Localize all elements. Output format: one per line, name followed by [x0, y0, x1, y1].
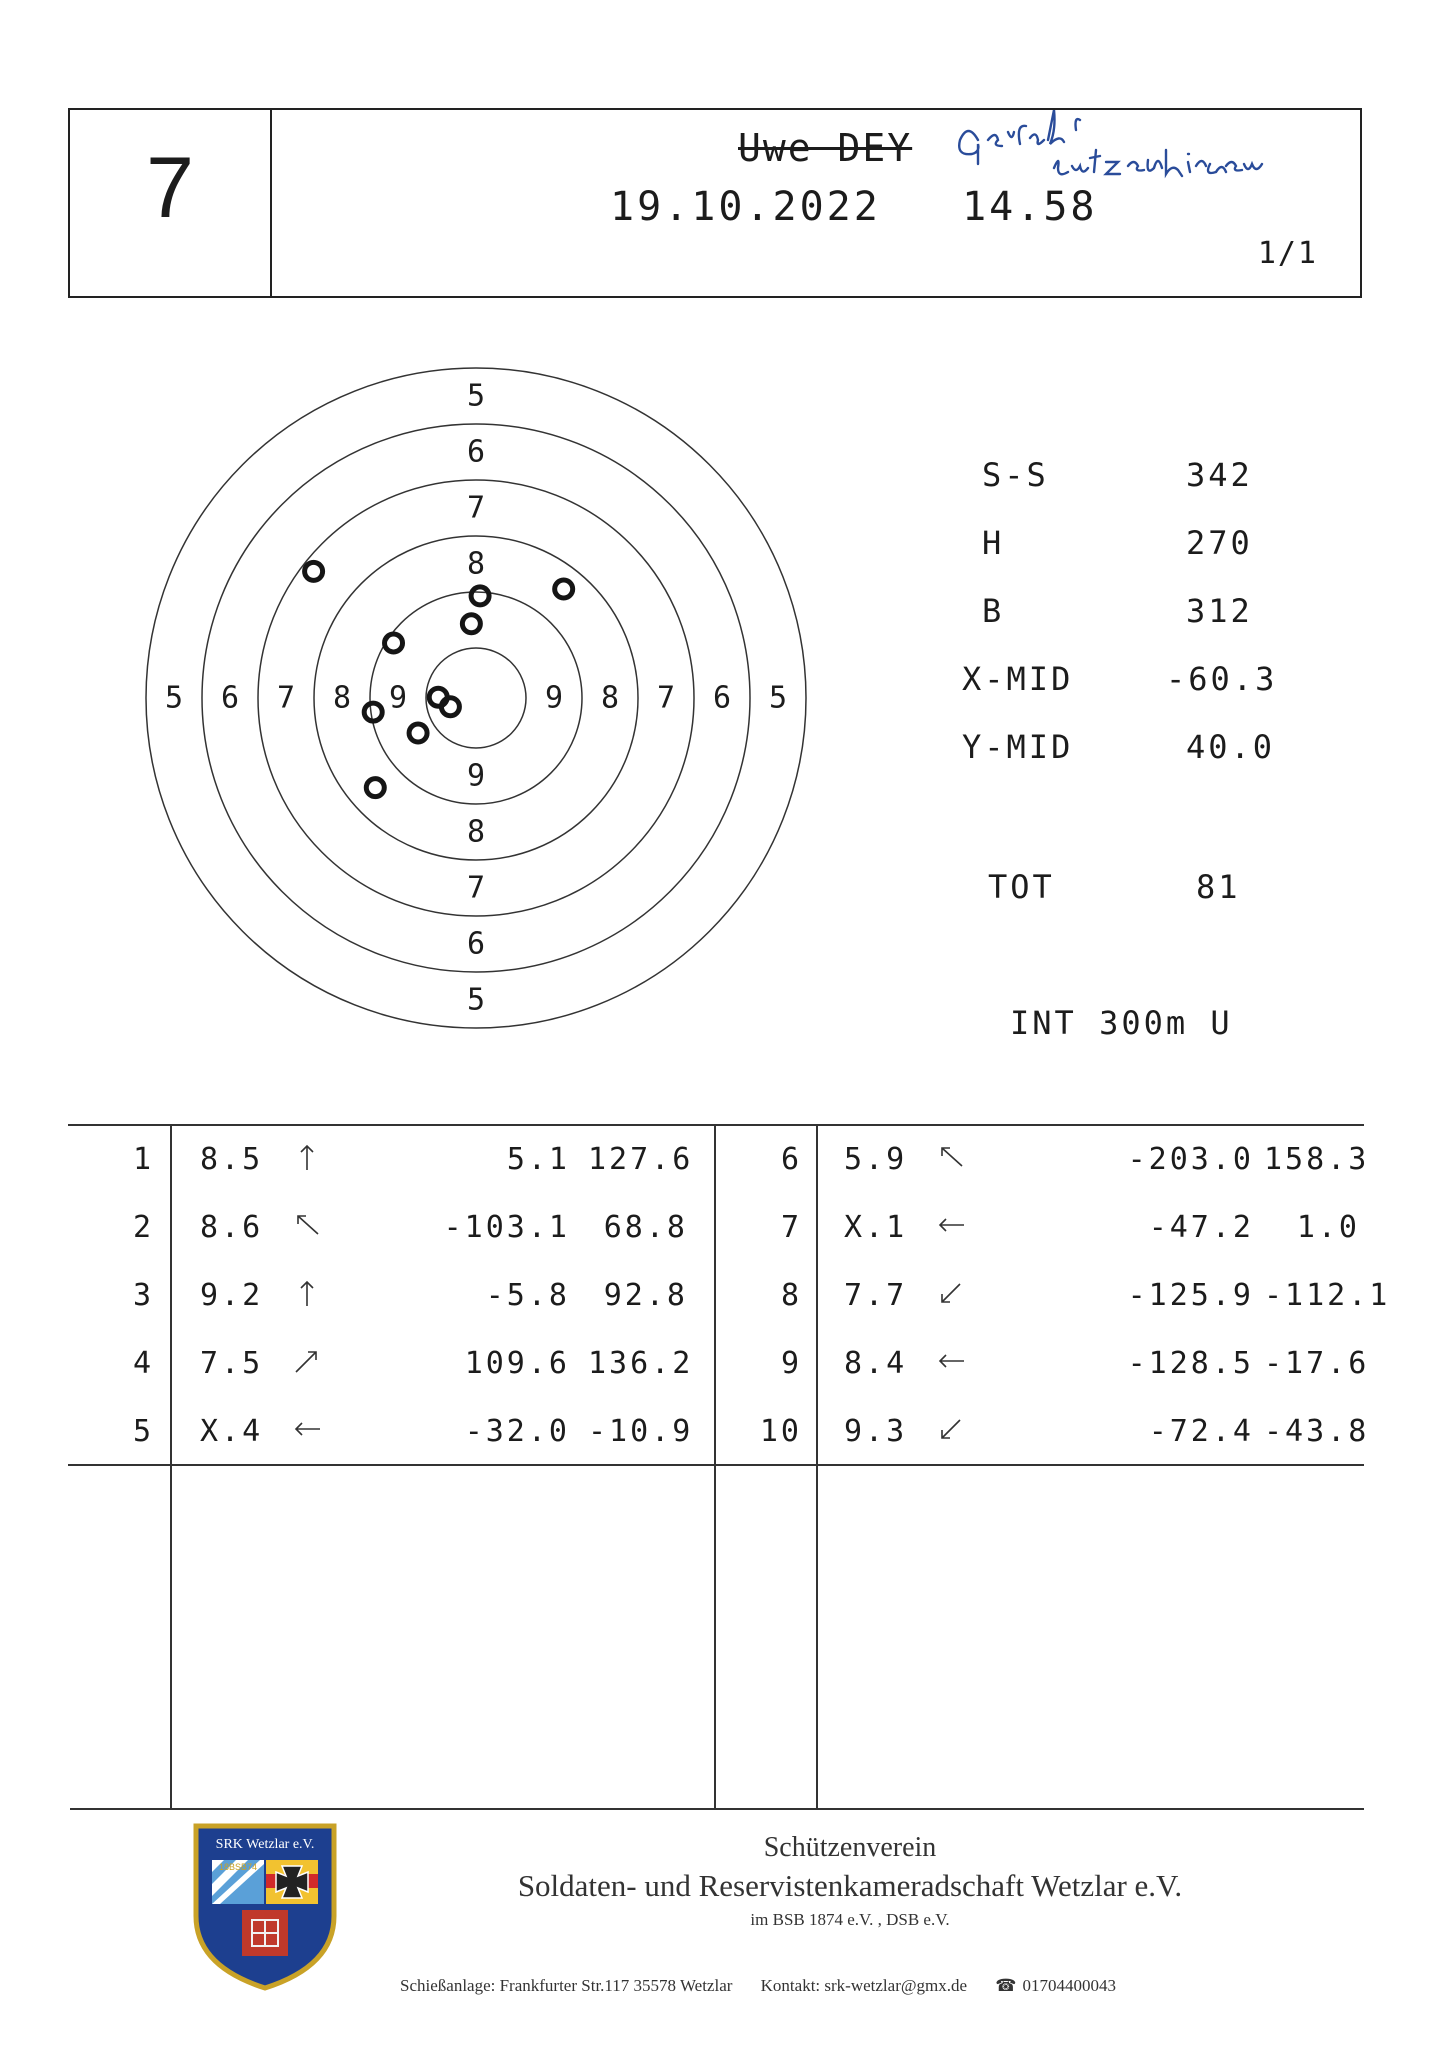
ring-label: 6	[466, 926, 486, 962]
shot-y-offset: 136.2	[588, 1346, 694, 1381]
shot-y-offset: 158.3	[1264, 1142, 1370, 1177]
lane-number: 7	[146, 140, 194, 236]
stat-label: H	[982, 524, 1005, 562]
shot-mark	[366, 779, 384, 797]
ring-label: 7	[276, 680, 296, 716]
table-col-divider-3	[816, 1124, 818, 1809]
shot-x-offset: -47.2	[1148, 1210, 1254, 1245]
target-ring	[426, 648, 526, 748]
table-mid-line	[68, 1464, 1364, 1466]
ring-label: 6	[712, 680, 732, 716]
shooter-name-struck: Uwe DEY	[738, 126, 913, 170]
phone-number: 01704400043	[1022, 1976, 1116, 1995]
club-crest-logo	[190, 1820, 340, 1992]
shot-score: 8.6	[200, 1210, 264, 1245]
shot-number: 10	[759, 1414, 802, 1449]
shot-score: 9.2	[200, 1278, 264, 1313]
shot-x-offset: -203.0	[1127, 1142, 1254, 1177]
shot-y-offset: -10.9	[588, 1414, 694, 1449]
direction-arrow-icon	[936, 1278, 966, 1308]
ring-label: 7	[656, 680, 676, 716]
shot-score: 8.5	[200, 1142, 264, 1177]
shot-number: 9	[780, 1346, 802, 1381]
ring-label: 9	[544, 680, 564, 716]
shot-score: 5.9	[844, 1142, 908, 1177]
shot-x-offset: -72.4	[1148, 1414, 1254, 1449]
shot-mark	[409, 724, 427, 742]
ring-label: 8	[466, 814, 486, 850]
ring-label: 9	[466, 758, 486, 794]
shot-x-offset: -32.0	[464, 1414, 570, 1449]
ring-label: 7	[466, 870, 486, 906]
shot-y-offset: 127.6	[588, 1142, 694, 1177]
ring-label: 6	[220, 680, 240, 716]
club-name-line2: Soldaten- und Reservistenkameradschaft Wetzlar e.V.	[517, 1868, 1183, 1903]
page-indicator: 1/1	[1257, 236, 1318, 271]
shot-number: 7	[780, 1210, 802, 1245]
shot-mark	[305, 562, 323, 580]
shot-score: 7.7	[844, 1278, 908, 1313]
phone-icon: ☎	[995, 1976, 1017, 1995]
club-name-line1: Schützenverein	[763, 1832, 937, 1863]
logo-text: SRK Wetzlar e.V.	[215, 1837, 315, 1852]
stat-label: Y-MID	[962, 728, 1074, 766]
direction-arrow-icon	[936, 1346, 966, 1376]
shot-number: 1	[132, 1142, 154, 1177]
club-affiliation: im BSB 1874 e.V. , DSB e.V.	[750, 1910, 950, 1929]
ring-label: 5	[164, 680, 184, 716]
shot-table	[68, 1124, 1391, 1809]
shot-mark	[555, 580, 573, 598]
shot-score: 9.3	[844, 1414, 908, 1449]
ring-label: 6	[466, 434, 486, 470]
target-ring	[258, 480, 694, 916]
shot-number: 5	[132, 1414, 154, 1449]
contact-row	[400, 1976, 1140, 1996]
target-diagram	[126, 348, 826, 1048]
shot-score: X.4	[200, 1414, 264, 1449]
stat-label: X-MID	[962, 660, 1074, 698]
shot-score: 8.4	[844, 1346, 908, 1381]
shot-y-offset: -17.6	[1264, 1346, 1370, 1381]
shot-y-offset: 92.8	[603, 1278, 688, 1313]
shot-x-offset: -128.5	[1127, 1346, 1254, 1381]
ring-label: 5	[466, 982, 486, 1018]
stat-label: S-S	[982, 456, 1049, 494]
shot-score: 7.5	[200, 1346, 264, 1381]
ring-label: 8	[332, 680, 352, 716]
stat-value: 312	[1186, 592, 1253, 630]
shot-x-offset: -103.1	[443, 1210, 570, 1245]
total-value: 81	[1196, 868, 1241, 906]
shot-mark	[471, 587, 489, 605]
range-address: Schießanlage: Frankfurter Str.117 35578 Wetzlar	[400, 1976, 733, 1995]
shot-y-offset: -112.1	[1264, 1278, 1391, 1313]
shot-number: 4	[132, 1346, 154, 1381]
shot-number: 6	[780, 1142, 802, 1177]
program-label: INT 300m U	[1010, 1004, 1233, 1042]
target-ring	[314, 536, 638, 860]
direction-arrow-icon	[936, 1142, 966, 1172]
shot-score: X.1	[844, 1210, 908, 1245]
ring-label: 5	[768, 680, 788, 716]
stat-value: 40.0	[1186, 728, 1276, 766]
shot-number: 8	[780, 1278, 802, 1313]
stat-value: 342	[1186, 456, 1253, 494]
ring-label: 9	[388, 680, 408, 716]
stat-value: 270	[1186, 524, 1253, 562]
shot-number: 3	[132, 1278, 154, 1313]
shot-mark	[385, 634, 403, 652]
time: 14.58	[962, 184, 1098, 230]
shooter-name	[738, 126, 912, 170]
ring-label: 8	[600, 680, 620, 716]
stat-label: B	[982, 592, 1005, 630]
shot-number: 2	[132, 1210, 154, 1245]
footer-divider	[70, 1808, 1364, 1810]
shot-x-offset: -125.9	[1127, 1278, 1254, 1313]
logo-year: 18BSB74	[218, 1862, 258, 1872]
contact-email: Kontakt: srk-wetzlar@gmx.de	[760, 1976, 968, 1995]
stat-value: -60.3	[1166, 660, 1278, 698]
ring-label: 7	[466, 490, 486, 526]
table-col-divider-1	[170, 1124, 172, 1809]
date: 19.10.2022	[610, 184, 881, 230]
ring-label: 5	[466, 378, 486, 414]
table-top-line	[68, 1124, 1364, 1126]
shot-y-offset: 68.8	[603, 1210, 688, 1245]
shot-y-offset: 1.0	[1296, 1210, 1360, 1245]
header-box	[68, 108, 1362, 298]
total-label: TOT	[988, 868, 1055, 906]
shot-x-offset: 5.1	[506, 1142, 570, 1177]
table-col-divider-2	[714, 1124, 716, 1809]
shot-x-offset: -5.8	[485, 1278, 570, 1313]
shot-x-offset: 109.6	[464, 1346, 570, 1381]
ring-label: 8	[466, 546, 486, 582]
shot-mark	[364, 703, 382, 721]
direction-arrow-icon	[936, 1210, 966, 1240]
direction-arrow-icon	[936, 1414, 966, 1444]
shot-mark	[462, 615, 480, 633]
datetime	[610, 184, 1098, 230]
header-divider	[270, 110, 272, 296]
shot-y-offset: -43.8	[1264, 1414, 1370, 1449]
